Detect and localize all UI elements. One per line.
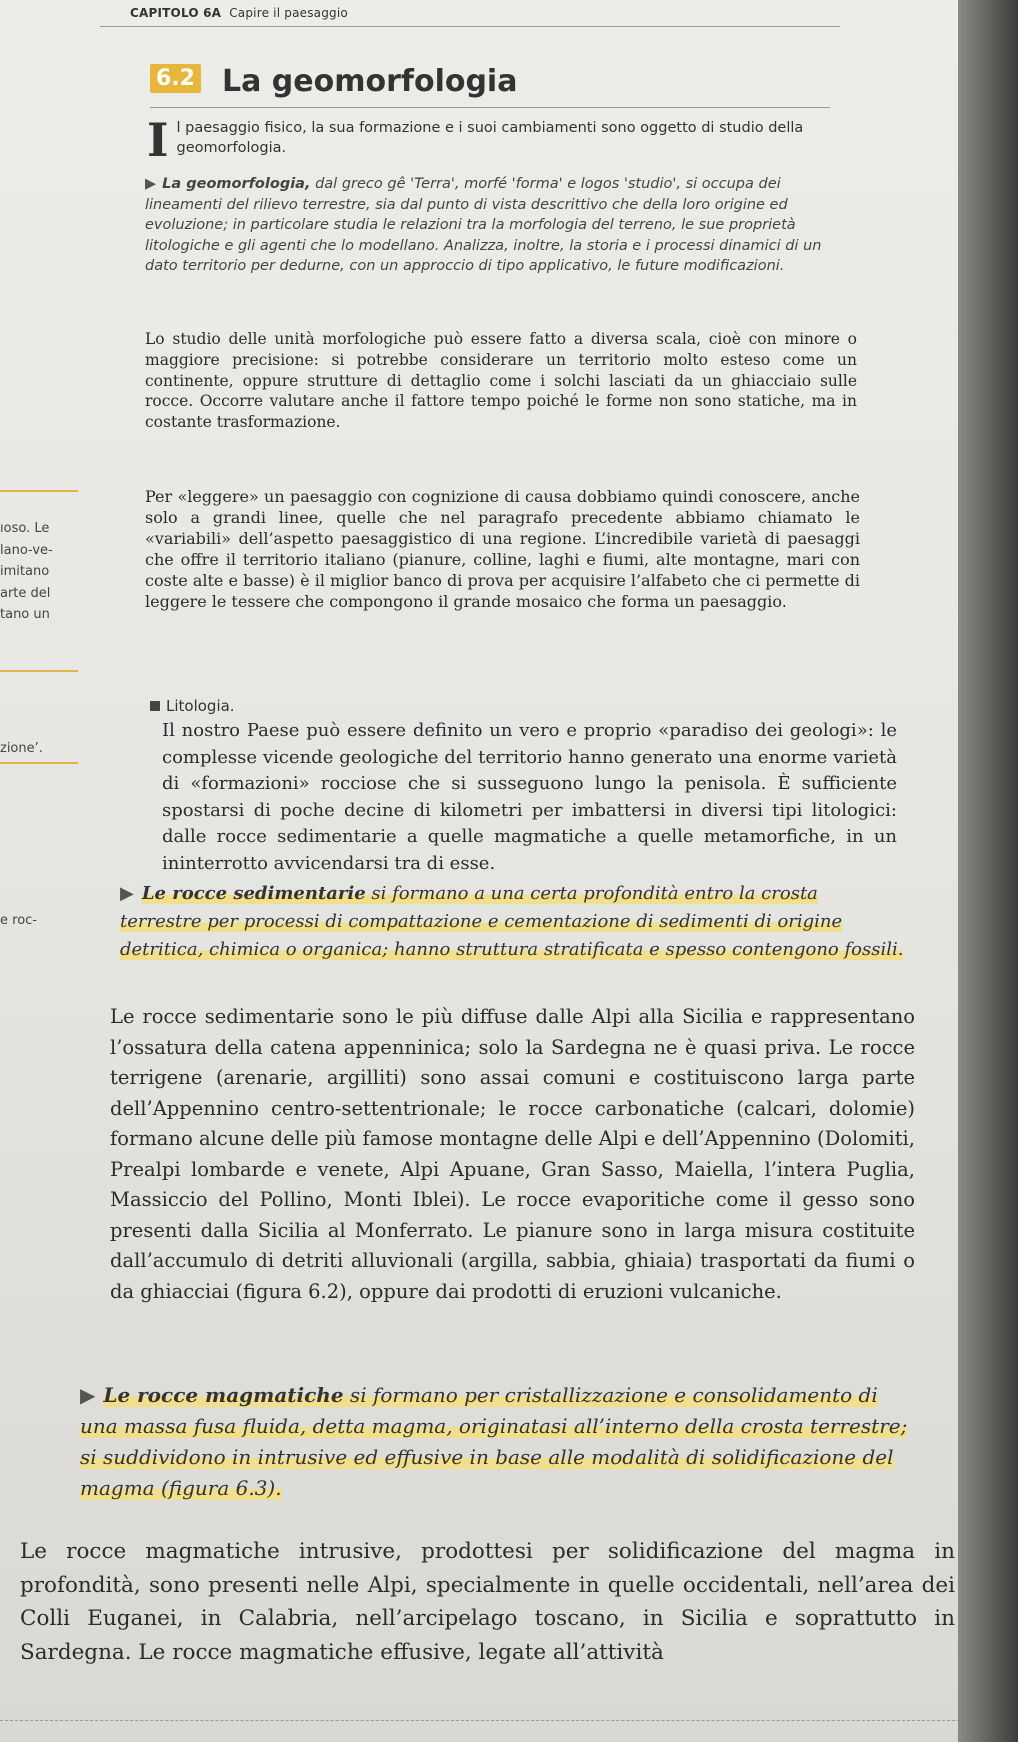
margin-line: imitano <box>0 564 50 579</box>
arrow-icon: ▶ <box>80 1383 96 1407</box>
background-edge <box>958 0 1018 1742</box>
margin-bar <box>0 490 78 492</box>
margin-bar <box>0 762 78 764</box>
paragraph-sedimentarie: Le rocce sedimentarie sono le più diffuse dalle Alpi alla Sicilia e rappresentano l’ossatura della catena appenninica; solo la Sardegna ne è quasi priva. Le rocce terrigene (arenarie, argilliti) sono assai comuni e costituiscono larga parte dell’Appennino centro-settentrionale; le rocce carbonatiche (calcari, dolomie) formano alcune delle più famose montagne delle Alpi e dell’Appennino (Dolomiti, Prealpi lombarde e venete, Alpi Apuane, Gran Sasso, Maiella, l’intera Puglia, Massiccio del Pollino, Monti Iblei). Le rocce evaporitiche come il gesso sono presenti dalla Sicilia al Monferrato. Le pianure sono in larga misura costituite dall’accumulo di detriti alluvionali (argilla, sabbia, ghiaia) trasportati da fiumi o da ghiacciai (figura 6.2), oppure dai prodotti di eruzioni vulcaniche. <box>110 1005 915 1303</box>
intro-paragraph <box>147 113 847 167</box>
arrow-icon: ▶ <box>145 176 157 192</box>
margin-line: tano un <box>0 607 50 622</box>
definition-magmatiche <box>80 1380 920 1504</box>
margin-line: arte del <box>0 585 51 601</box>
running-header <box>130 6 348 20</box>
margin-bar <box>0 670 78 672</box>
section-title: La geomorfologia <box>222 64 518 99</box>
paragraph-magmatiche: Le rocce magmatiche intrusive, prodottesi per solidificazione del magma in profondità, sono presenti nelle Alpi, specialmente in quelle occidentali, nell’area dei Colli Euganei, in Calabria, nell’arcipelago toscano, in Sicilia e soprattutto in Sardegna. Le rocce magmatiche effusive, legate all’attività <box>20 1539 955 1665</box>
drop-cap: I <box>147 113 169 167</box>
paragraph-leggere: Per «leggere» un paesaggio con cognizione di causa dobbiamo quindi conoscere, anche solo a grandi linee, quelle che nel paragrafo precedente abbiamo chiamato le «variabili» dell’aspetto paesaggistico di una regione. L’incredibile varietà di paesaggi che offre il territorio italiano (pianure, colline, laghi e fiumi, alte montagne, mari con coste alte e basse) è il miglior banco di prova per acquisire l’alfabeto che ci permette di leggere le tessere che compongono il grande mosaico che forma un paesaggio. <box>145 487 860 611</box>
margin-note-3: e roc- <box>0 913 37 928</box>
definition-text: si formano per cristallizzazione e consolidamento di una massa fusa fluida, detta magma, originatasi all’interno della crosta terrestre; si suddividono in intrusive ed effusive in base alle modalità di solidificazione del magma (figura 6.3). <box>80 1383 908 1500</box>
subheading-text: Litologia. <box>166 697 235 715</box>
chapter-label: CAPITOLO 6A <box>130 6 222 20</box>
chapter-title: Capire il paesaggio <box>229 6 348 20</box>
section-rule <box>150 107 830 108</box>
intro-text: l paesaggio fisico, la sua formazione e i suoi cambiamenti sono oggetto di studio della geomorfologia. <box>176 120 804 156</box>
subheading-litologia <box>150 697 235 715</box>
margin-note-1 <box>0 518 53 626</box>
paragraph-scala: Lo studio delle unità morfologiche può essere fatto a diversa scala, cioè con minore o maggiore precisione: si potrebbe considerare un territorio molto esteso come un continente, oppure strutture di dettaglio come i solchi lasciati da un ghiacciaio sulle rocce. Occorre valutare anche il fattore tempo poiché le forme non sono statiche, ma in costante trasformazione. <box>145 330 857 432</box>
margin-note-2: zione’. <box>0 741 43 756</box>
paragraph-paese: Il nostro Paese può essere definito un vero e proprio «paradiso dei geologi»: le complesse vicende geologiche del territorio hanno generato una enorme varietà di «formazioni» rocciose che si susseguono lungo la penisola. È sufficiente spostarsi di poche decine di kilometri per imbattersi in diversi tipi litologici: dalle rocce sedimentarie a quelle magmatiche a quelle metamorfiche, in un ininterrotto avvicendarsi tra di esse. <box>162 720 897 874</box>
definition-sedimentarie <box>120 880 905 964</box>
definition-geomorfologia <box>145 174 853 277</box>
margin-line: lano-ve- <box>0 542 53 558</box>
section-number: 6.2 <box>150 64 201 93</box>
definition-term: Le rocce magmatiche <box>103 1383 344 1407</box>
margin-line: ıoso. Le <box>0 521 50 536</box>
definition-term: Le rocce sedimentarie <box>141 883 366 904</box>
header-rule <box>100 26 840 27</box>
arrow-icon: ▶ <box>120 883 134 904</box>
footer-rule <box>0 1720 965 1721</box>
definition-text: si formano a una certa profondità entro la crosta terrestre per processi di compattazione e cementazione di sedimenti di origine detritica, chimica o organica; hanno struttura stratificata e spesso contengono fossili. <box>120 883 904 960</box>
definition-term: La geomorfologia, <box>162 176 311 192</box>
square-bullet-icon <box>150 701 160 711</box>
definition-text: dal greco gê 'Terra', morfé 'forma' e logos 'studio', si occupa dei lineamenti del rilievo terrestre, sia dal punto di vista descrittivo che della loro origine ed evoluzione; in particolare studia le relazioni tra la morfologia del terreno, le sue proprietà litologiche e gli agenti che lo modellano. Analizza, inoltre, la storia e i processi dinamici di un dato territorio per dedurne, con un approccio di tipo applicativo, le future modificazioni. <box>145 176 822 274</box>
